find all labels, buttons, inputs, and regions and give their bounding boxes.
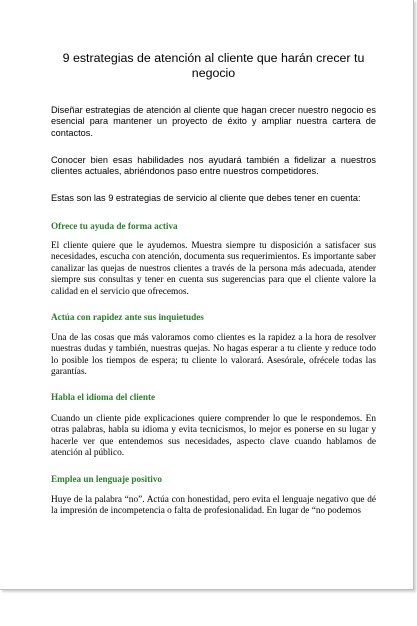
section-heading: Ofrece tu ayuda de forma activa bbox=[51, 221, 178, 231]
section-body: El cliente quiere que le ayudemos. Muestra siempre tu disposición a satisfacer sus necesidades, escucha con atención, documenta sus requerimientos. Es importante saber canalizar las quejas de nuestros clientes a través de la persona más adecuada, atender siempre sus consultas y tener en cuenta sus sugerencias para que el cliente valore la calidad en el servicio que ofrecemos. bbox=[51, 241, 376, 297]
intro-paragraph: Diseñar estrategias de atención al cliente que hagan crecer nuestro negocio es esencial para mantener un proyecto de éxito y ampliar nuestra cartera de contactos. bbox=[51, 105, 376, 138]
section-heading: Emplea un lenguaje positivo bbox=[51, 474, 163, 484]
section-heading: Actúa con rapidez ante sus inquietudes bbox=[51, 312, 204, 322]
document-title: 9 estrategias de atención al cliente que harán crecer tu negocio bbox=[62, 51, 365, 80]
section-heading: Habla el idioma del cliente bbox=[51, 392, 156, 402]
section-body: Una de las cosas que más valoramos como clientes es la rapidez a la hora de resolver nuestras dudas y también, nuestras quejas. No hagas esperar a tu cliente y reduce todo lo posible los tiempos de espera; tu cliente lo valorará. Asesórale, ofrécele todas las garantías. bbox=[51, 333, 376, 378]
intro-paragraph: Conocer bien esas habilidades nos ayudará también a fidelizar a nuestros clientes actuales, abriéndonos paso entre nuestros competidores. bbox=[51, 155, 376, 177]
intro-paragraph: Estas son las 9 estrategias de servicio al cliente que debes tener en cuenta: bbox=[51, 193, 361, 203]
section-body: Cuando un cliente pide explicaciones quiere comprender lo que le respondemos. En otras palabras, habla su idioma y evita tecnicismos, lo mejor es ponerse en su lugar y hacerle ver que entendemos sus necesidades, aspecto clave cuando hablamos de atención al público. bbox=[51, 414, 376, 459]
section-body: Huye de la palabra “no”. Actúa con honestidad, pero evita el lenguaje negativo que dé la impresión de incompetencia o falta de profesionalidad. En lugar de “no podemos bbox=[51, 495, 376, 517]
